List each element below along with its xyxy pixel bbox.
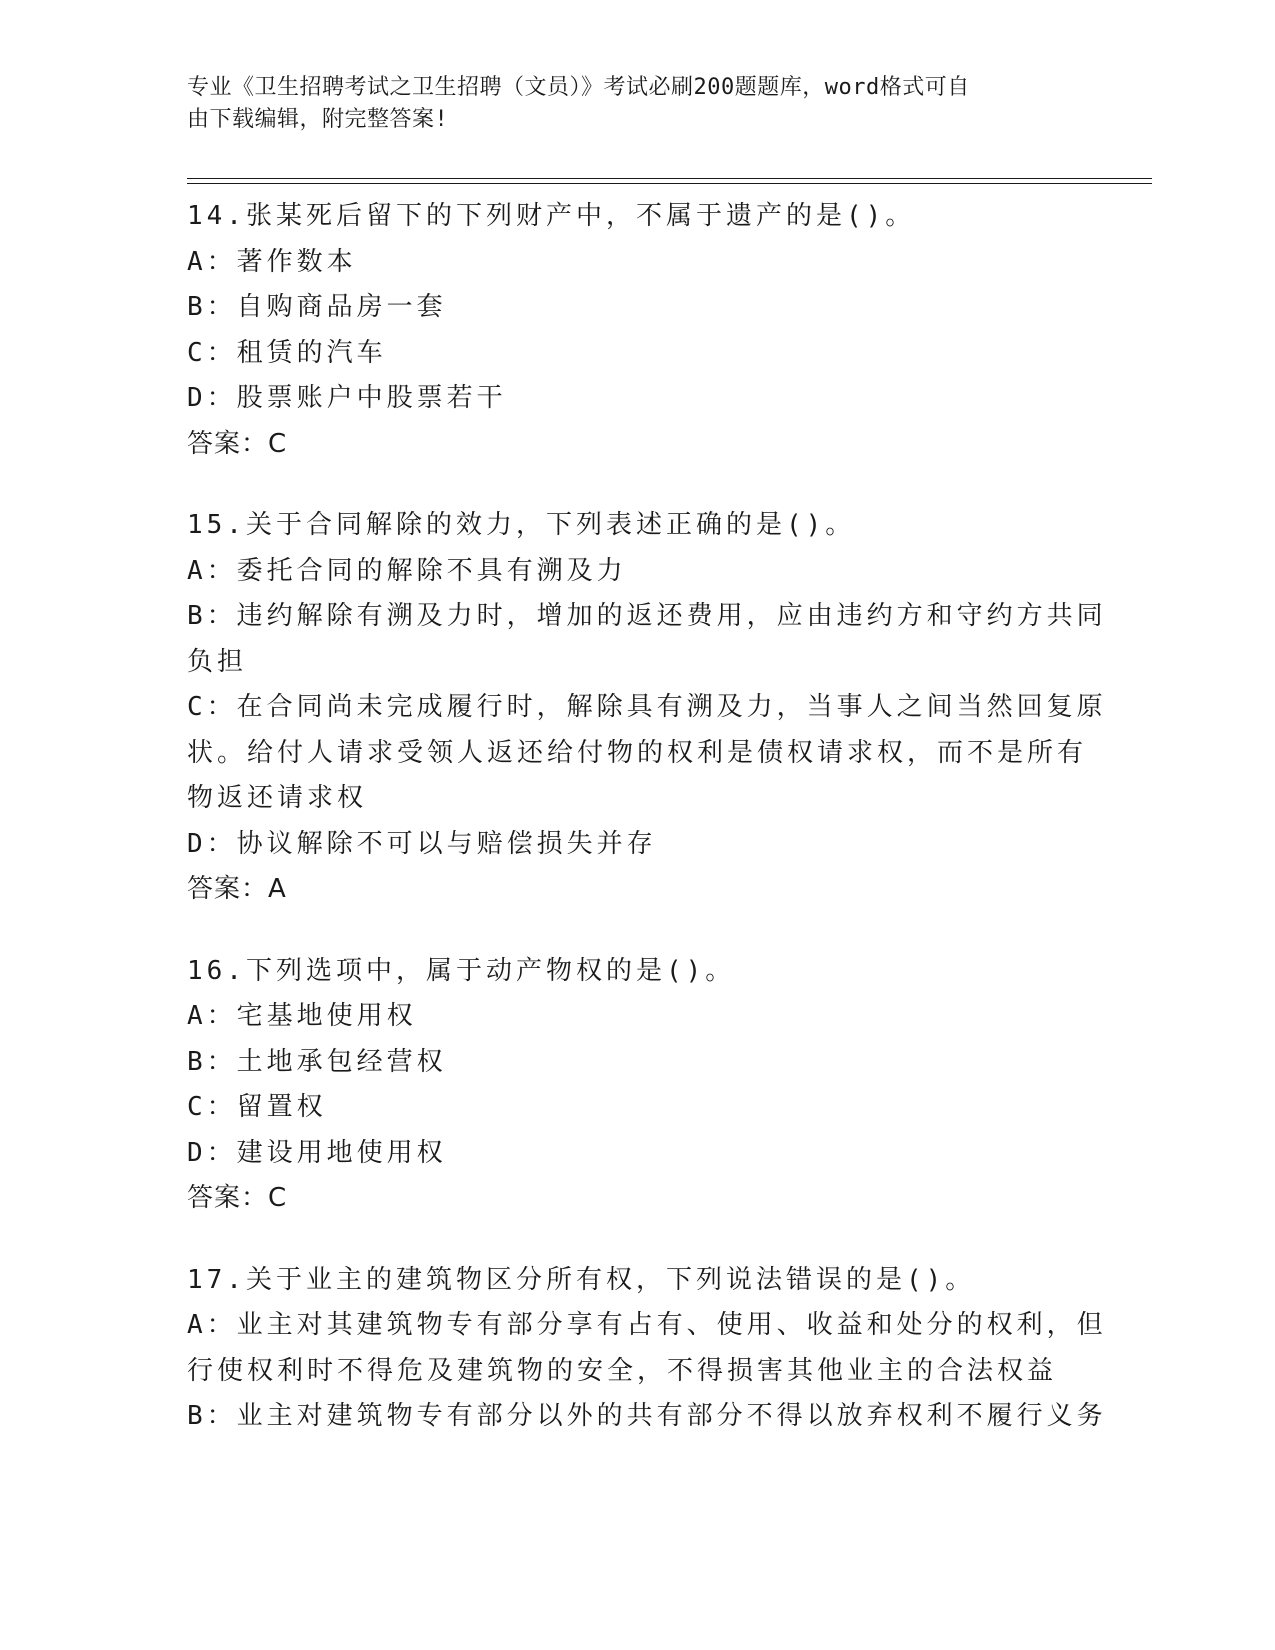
question-block [187,503,1107,913]
option-line: 物返还请求权 [187,783,368,813]
option-line: A：著作数本 [187,246,357,277]
option-line: 行使权利时不得危及建筑物的安全，不得损害其他业主的合法权益 [187,1355,1058,1386]
option-line: C：租赁的汽车 [187,337,387,368]
question-list [187,194,1107,1476]
option-line: 负担 [187,646,248,677]
document-header [187,72,1067,136]
question-stem: 15.关于合同解除的效力，下列表述正确的是()。 [187,510,856,540]
answer-text: 答案：C [187,428,288,459]
question-block [187,949,1077,1222]
option-line: B：违约解除有溯及力时，增加的返还费用，应由违约方和守约方共同 [187,601,1107,631]
option-line: D：股票账户中股票若干 [187,383,507,413]
option-line: A：委托合同的解除不具有溯及力 [187,555,627,586]
question-stem: 16.下列选项中，属于动产物权的是()。 [187,955,736,986]
answer-text: 答案：C [187,1183,288,1213]
header-line-1: 专业《卫生招聘考试之卫生招聘（文员）》考试必刷200题题库，word格式可自 [187,75,970,100]
option-line: D：协议解除不可以与赔偿损失并存 [187,828,657,859]
option-line: C：在合同尚未完成履行时，解除具有溯及力，当事人之间当然回复原 [187,692,1107,722]
option-line: B：业主对建筑物专有部分以外的共有部分不得以放弃权利不履行义务 [187,1401,1107,1431]
question-stem: 17.关于业主的建筑物区分所有权，下列说法错误的是()。 [187,1264,976,1295]
option-line: B：土地承包经营权 [187,1046,447,1077]
question-block [187,194,1077,467]
header-line-2: 由下载编辑，附完整答案! [187,107,449,132]
question-stem: 14.张某死后留下的下列财产中，不属于遗产的是()。 [187,201,916,231]
header-divider-bottom [187,183,1152,184]
option-line: A：业主对其建筑物专有部分享有占有、使用、收益和处分的权利，但 [187,1310,1107,1340]
option-line: 状。给付人请求受领人返还给付物的权利是债权请求权，而不是所有 [187,737,1088,768]
option-line: A：宅基地使用权 [187,1001,417,1031]
option-line: C：留置权 [187,1092,327,1122]
answer-text: 答案：A [187,874,287,904]
option-line: D：建设用地使用权 [187,1137,447,1168]
header-divider-top [187,178,1152,179]
question-block [187,1258,1107,1440]
option-line: B：自购商品房一套 [187,292,447,322]
